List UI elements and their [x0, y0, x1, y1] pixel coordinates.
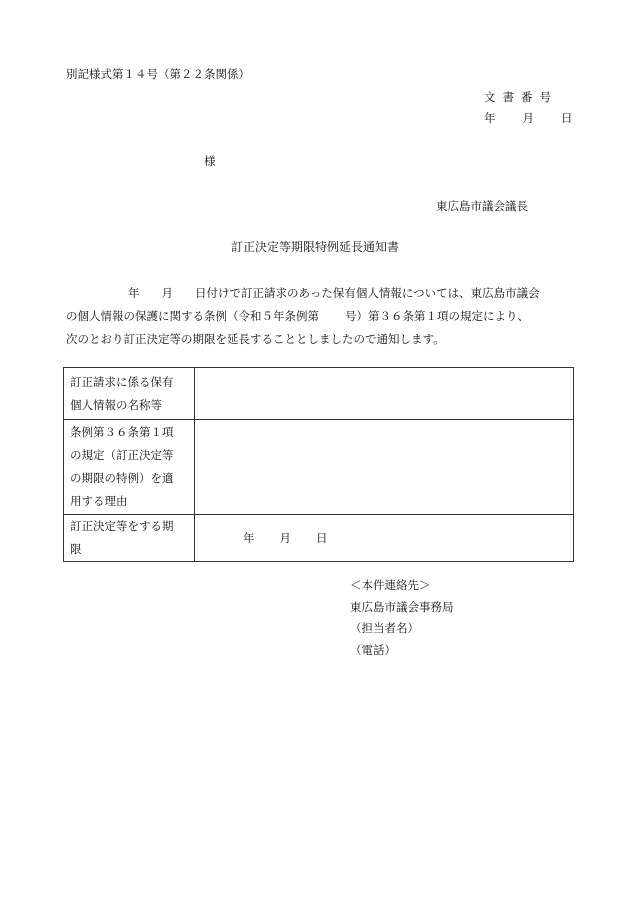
label-line: の規定（訂正決定等 [70, 448, 174, 462]
label-line: 用する理由 [70, 494, 128, 508]
body-month: 月 [161, 286, 173, 300]
contact-office: 東広島市議会事務局 [350, 599, 454, 614]
body-line-2 [66, 305, 586, 328]
label-line: の期限の特例）を適 [70, 471, 174, 485]
contact-phone: （電話） [350, 642, 396, 657]
deadline-label [64, 515, 195, 562]
deadline-value [195, 515, 574, 562]
issue-date [484, 110, 573, 126]
sender-name: 東広島市議会議長 [436, 199, 528, 213]
body-line-3: 次のとおり訂正決定等の期限を延長することとしましたので通知します。 [66, 332, 445, 346]
body-year: 年 [128, 286, 140, 300]
label-line: 条例第３６条第１項 [70, 425, 174, 439]
table-row [64, 420, 574, 515]
reason-value [195, 420, 574, 515]
deadline-month: 月 [279, 531, 291, 545]
body-line2-b: 号）第３６条第１項の規定により、 [345, 309, 529, 323]
contact-person: （担当者名） [350, 621, 419, 635]
form-identifier: 別記様式第１４号（第２２条関係） [66, 67, 250, 81]
deadline-year: 年 [243, 531, 255, 545]
body-line1-text: 日付けで訂正請求のあった保有個人情報については、東広島市議会 [195, 286, 540, 300]
reason-label [64, 420, 195, 515]
label-line: 訂正決定等をする期 [70, 519, 174, 533]
label-line: 個人情報の名称等 [70, 397, 162, 412]
contact-block [350, 575, 454, 661]
deadline-day: 日 [316, 531, 328, 545]
body-line2-a: の個人情報の保護に関する条例（令和５年条例第 [66, 309, 319, 323]
record-name-value [195, 368, 574, 420]
issue-date-year: 年 [484, 111, 496, 125]
issue-date-day: 日 [561, 111, 573, 125]
notice-body [66, 282, 586, 351]
table-row [64, 368, 574, 420]
record-name-label [64, 368, 195, 420]
body-line-1 [66, 282, 586, 305]
issue-date-month: 月 [522, 111, 534, 125]
contact-heading: ＜本件連絡先＞ [350, 578, 431, 592]
document-number-label: 文書番号 [484, 90, 558, 104]
table-row [64, 515, 574, 562]
label-line: 訂正請求に係る保有 [70, 374, 174, 389]
document-title: 訂正決定等期限特例延長通知書 [230, 240, 399, 254]
addressee-honorific: 様 [204, 154, 216, 168]
extension-info-table [63, 367, 574, 562]
label-line: 限 [70, 542, 82, 556]
